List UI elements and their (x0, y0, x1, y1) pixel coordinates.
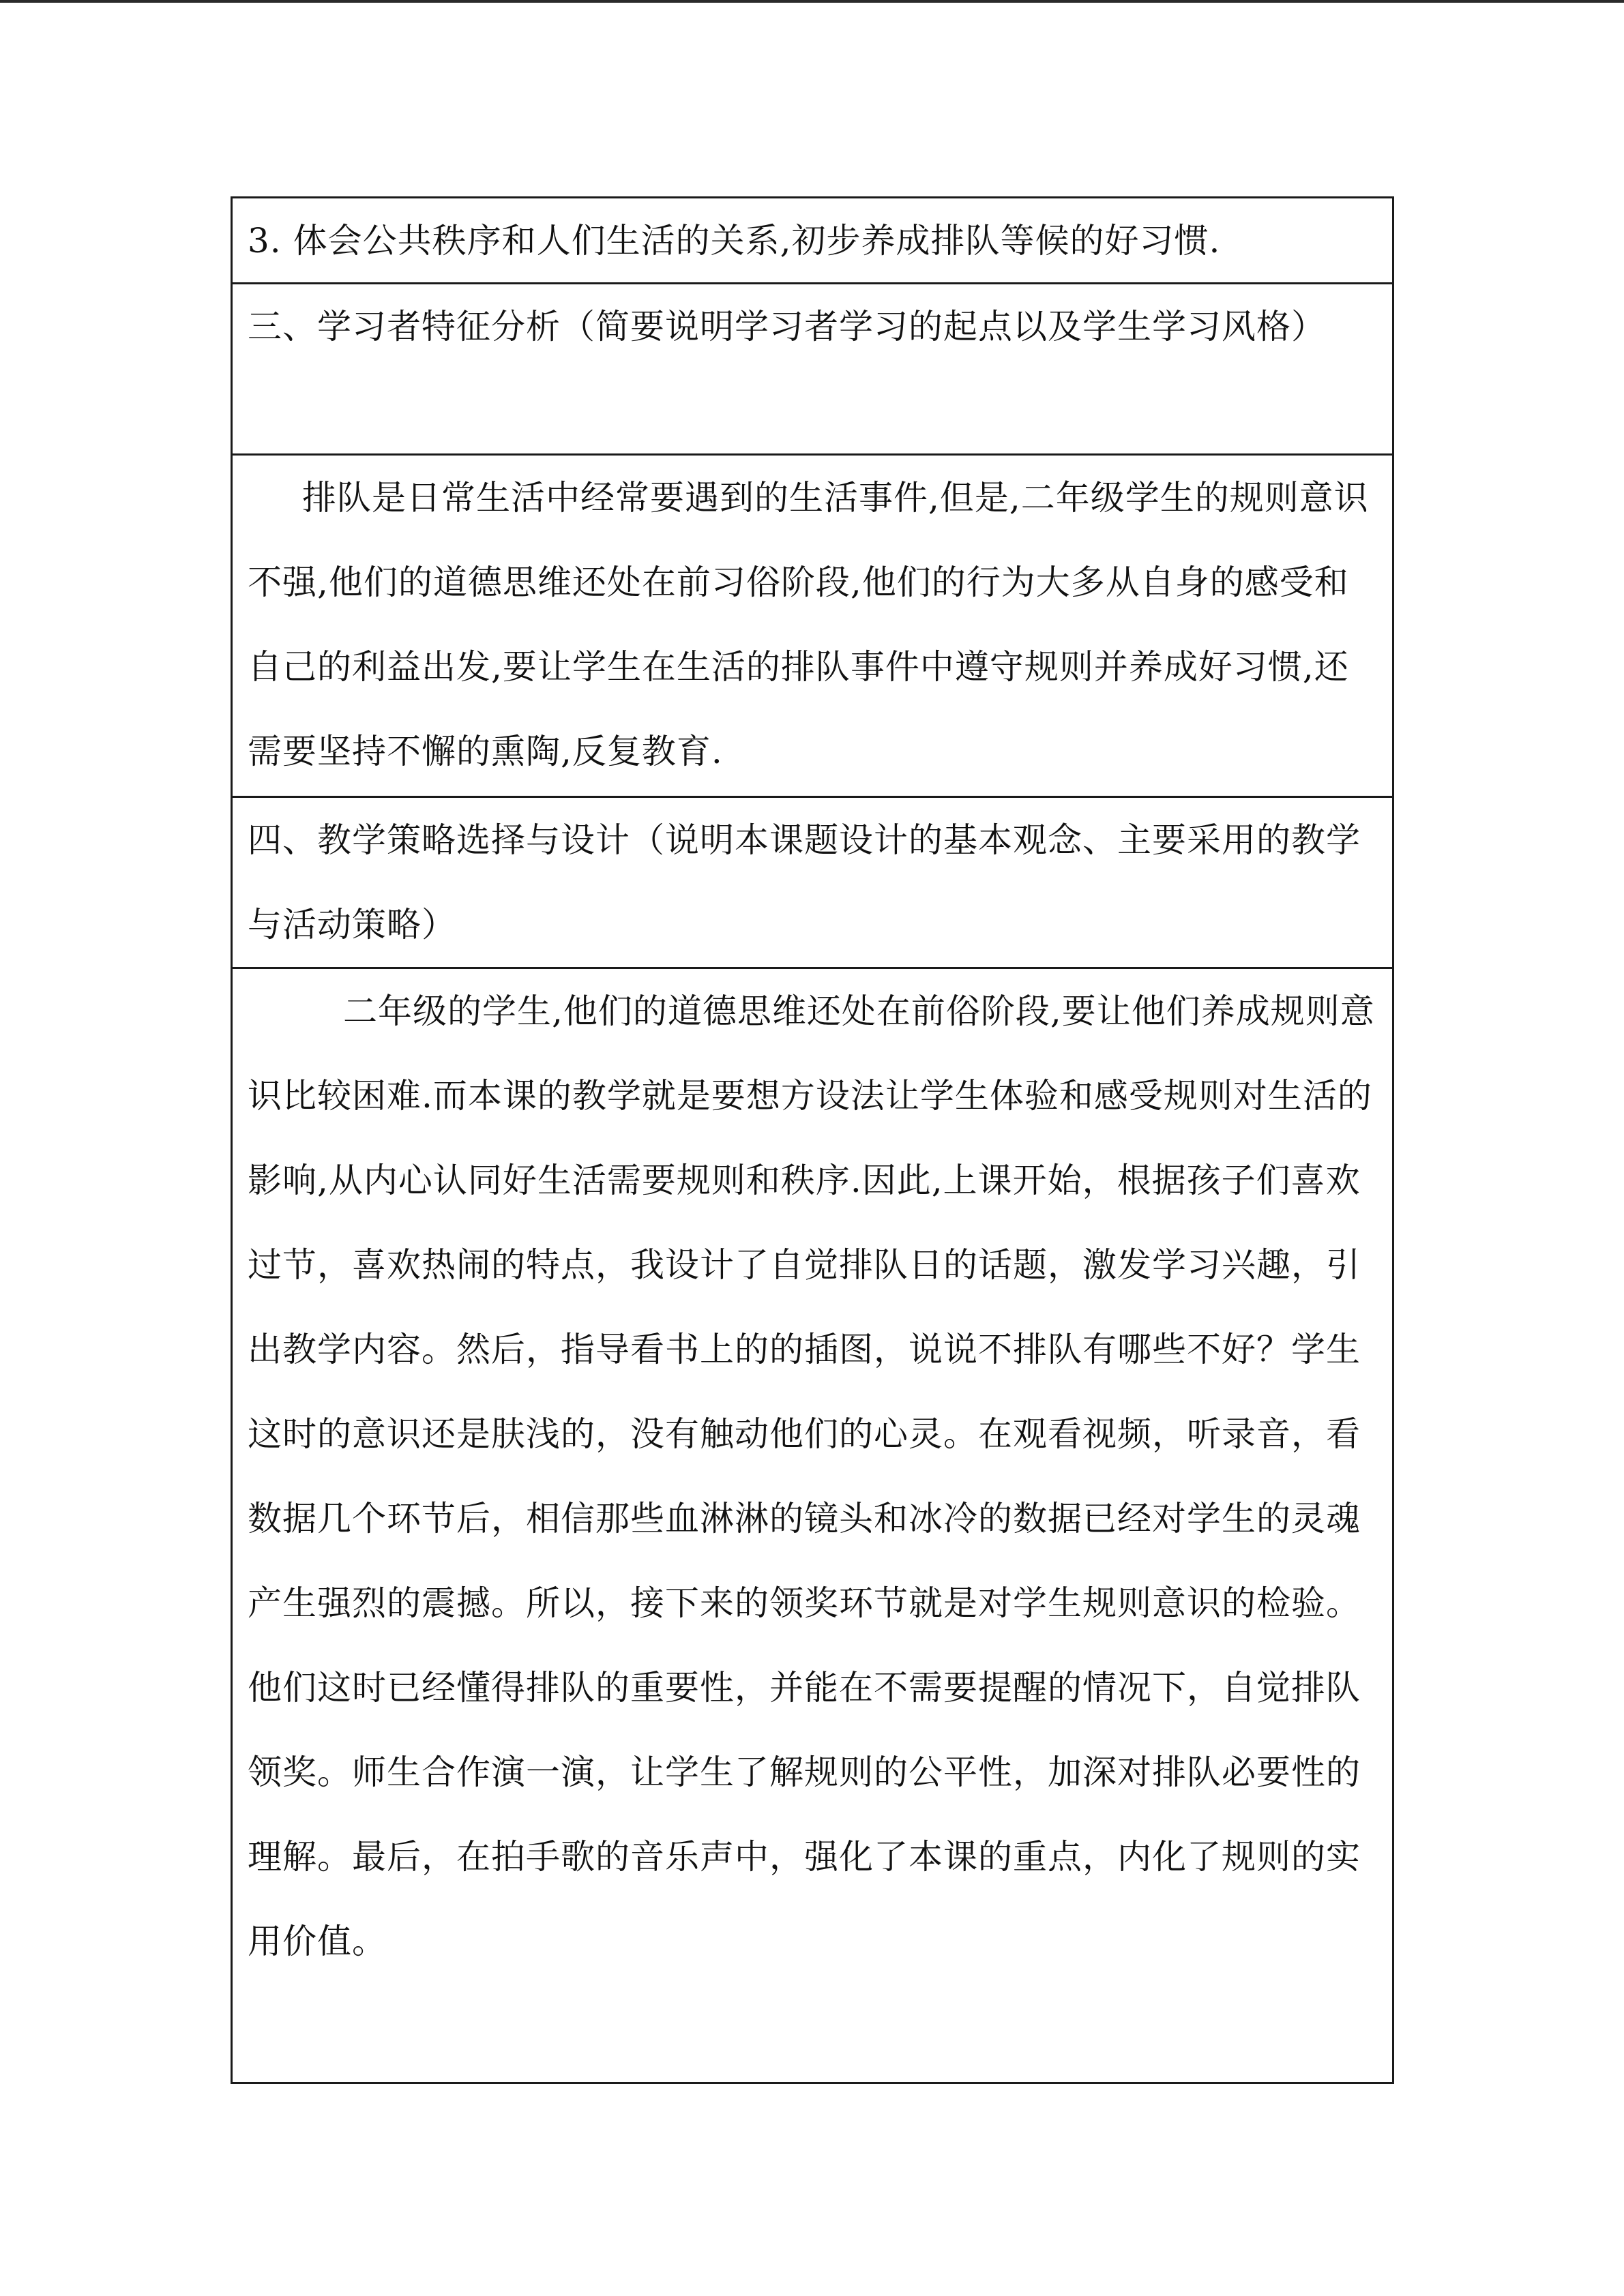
section-3-heading: 三、学习者特征分析（简要说明学习者学习的起点以及学生学习风格） (248, 307, 1326, 346)
section-3-body-text: 排队是日常生活中经常要遇到的生活事件,但是,二年级学生的规则意识不强,他们的道德思维还处在前习俗阶段,他们的行为大多从自身的感受和自己的利益出发,要让学生在生活的排队事件中遵守规则并养成好习惯,还需要坚持不懈的熏陶,反复教育. (248, 478, 1369, 771)
section-4-body-row (233, 969, 1392, 2082)
page-top-border (0, 0, 1624, 3)
goal-3-text: 3. 体会公共秩序和人们生活的关系,初步养成排队等候的好习惯. (248, 221, 1221, 260)
section-4-body-text: 二年级的学生,他们的道德思维还处在前俗阶段,要让他们养成规则意识比较困难.而本课的教学就是要想方设法让学生体验和感受规则对生活的影响,从内心认同好生活需要规则和秩序.因此,上课开始，根据孩子们喜欢过节，喜欢热闹的特点，我设计了自觉排队日的话题，激发学习兴趣，引出教学内容。然后，指导看书上的的插图，说说不排队有哪些不好？学生这时的意识还是肤浅的，没有触动他们的心灵。在观看视频，听录音，看数据几个环节后，相信那些血淋淋的镜头和冰冷的数据已经对学生的灵魂产生强烈的震撼。所以，接下来的领奖环节就是对学生规则意识的检验。他们这时已经懂得排队的重要性，并能在不需要提醒的情况下，自觉排队领奖。师生合作演一演，让学生了解规则的公平性，加深对排队必要性的理解。最后，在拍手歌的音乐声中，强化了本课的重点，内化了规则的实用价值。 (248, 992, 1375, 1961)
section-3-heading-row (233, 284, 1392, 456)
lesson-plan-table (231, 196, 1394, 2084)
section-3-body-row (233, 456, 1392, 798)
goal-3-row (233, 198, 1392, 284)
section-4-heading: 四、教学策略选择与设计（说明本课题设计的基本观念、主要采用的教学与活动策略） (248, 820, 1361, 944)
section-4-heading-row (233, 798, 1392, 969)
